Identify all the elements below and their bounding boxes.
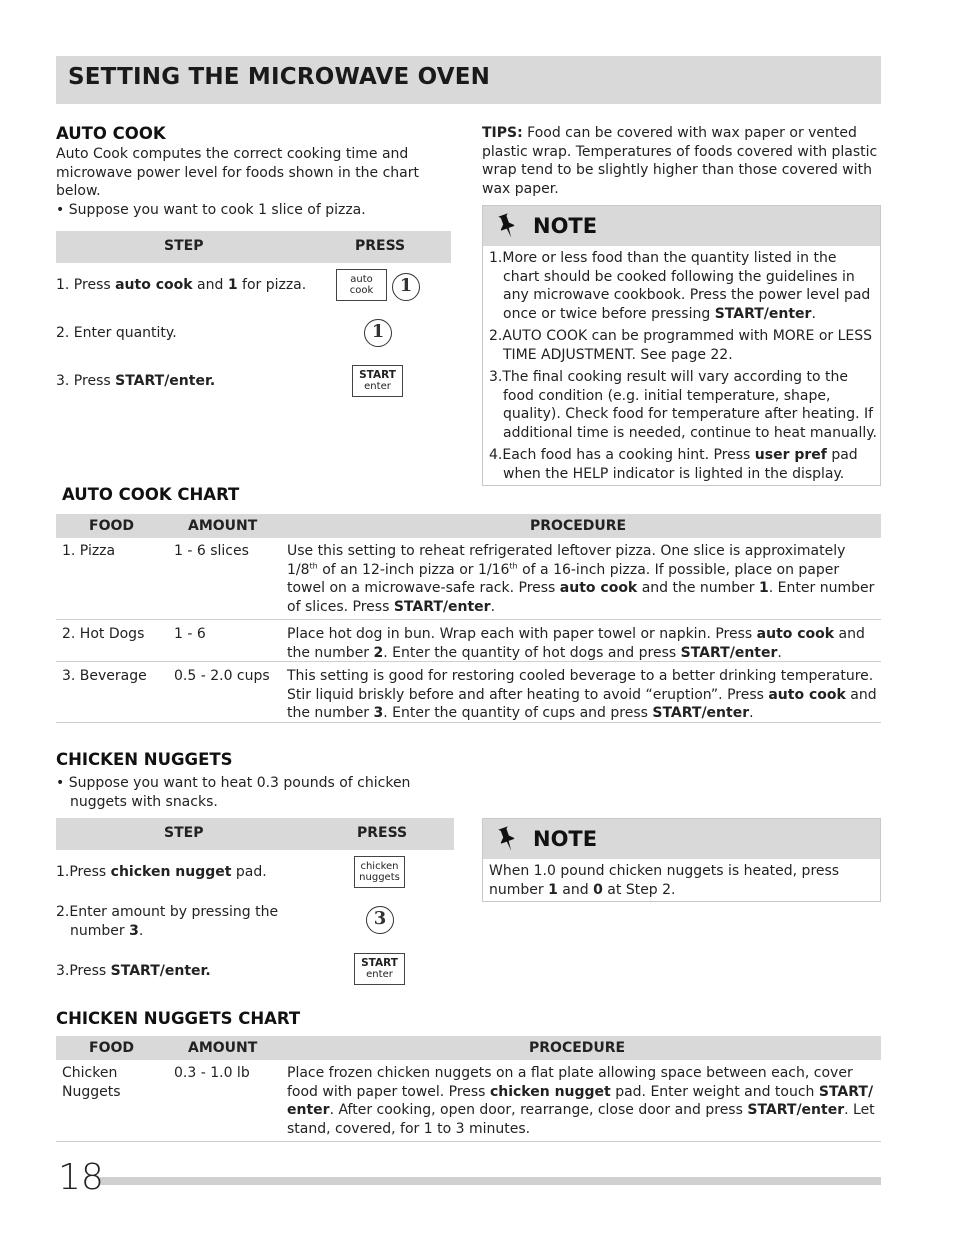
auto-cook-step-2: 2. Enter quantity. bbox=[56, 325, 177, 341]
amount-cell: 1 - 6 slices bbox=[174, 543, 249, 559]
procedure-header: PROCEDURE bbox=[530, 518, 627, 534]
chicken-nuggets-step-table bbox=[56, 818, 454, 993]
chicken-nuggets-chart-heading: CHICKEN NUGGETS CHART bbox=[56, 1009, 301, 1028]
nuggets-step-2: 2.Enter amount by pressing the number 3. bbox=[56, 904, 279, 939]
number-1-key[interactable]: 1 bbox=[392, 273, 420, 301]
auto-cook-step-table bbox=[56, 231, 451, 406]
chart-header bbox=[56, 1036, 881, 1060]
auto-cook-description: Auto Cook computes the correct cooking time and microwave power level for foods shown in the chart below. bbox=[56, 146, 420, 199]
table-row bbox=[56, 662, 881, 723]
procedure-cell: Place frozen chicken nuggets on a flat plate allowing space between each, cover food with paper towel. Press chicken nugget pad. Enter weight and touch START/ enter. After cooking, open door, rearrange, close door and press START/enter. Let stand, covered, for 1 to 3 minutes. bbox=[287, 1065, 875, 1137]
nuggets-step-3: 3.Press START/enter. bbox=[56, 963, 211, 979]
amount-cell: 0.3 - 1.0 lb bbox=[174, 1065, 250, 1081]
note-header bbox=[483, 819, 880, 859]
procedure-cell: This setting is good for restoring cooled beverage to a better drinking temperature. Stir liquid briskly before and after heating to avoid “eruption”. Press auto cook and the number 3. Enter the quantity of cups and press START/enter. bbox=[287, 668, 877, 721]
note-header bbox=[483, 206, 880, 246]
table-row bbox=[56, 538, 881, 620]
page-title: SETTING THE MICROWAVE OVEN bbox=[68, 64, 491, 90]
note-box-nuggets bbox=[482, 818, 881, 902]
note-item-2: 2.AUTO COOK can be programmed with MORE or LESS TIME ADJUSTMENT. See page 22. bbox=[489, 328, 873, 363]
number-3-key[interactable]: 3 bbox=[366, 906, 394, 934]
step-header: STEP bbox=[164, 238, 204, 254]
auto-cook-chart-heading: AUTO COOK CHART bbox=[62, 485, 240, 504]
auto-cook-bullet: • Suppose you want to cook 1 slice of pizza. bbox=[56, 202, 366, 218]
note-title: NOTE bbox=[533, 827, 598, 851]
table-row bbox=[56, 1060, 881, 1142]
step-header: STEP bbox=[164, 825, 204, 841]
procedure-cell: Place hot dog in bun. Wrap each with paper towel or napkin. Press auto cook and the number 2. Enter the quantity of hot dogs and press START/enter. bbox=[287, 626, 865, 661]
chicken-nuggets-heading: CHICKEN NUGGETS bbox=[56, 750, 233, 769]
start-enter-key[interactable]: START enter bbox=[352, 365, 403, 397]
number-1-key-quantity[interactable]: 1 bbox=[364, 319, 392, 347]
tips-text: TIPS: Food can be covered with wax paper or vented plastic wrap. Temperatures of foods covered with plastic wrap tend to be slightly higher than those covered with wax paper. bbox=[482, 125, 878, 197]
amount-header: AMOUNT bbox=[188, 1040, 258, 1056]
nuggets-step-1: 1.Press chicken nugget pad. bbox=[56, 864, 267, 880]
press-header: PRESS bbox=[355, 238, 406, 254]
food-header: FOOD bbox=[89, 1040, 134, 1056]
auto-cook-chart bbox=[56, 514, 881, 724]
page-number: 18 bbox=[58, 1157, 104, 1198]
chicken-nuggets-bullet: • Suppose you want to heat 0.3 pounds of chicken nuggets with snacks. bbox=[56, 775, 411, 810]
chart-header bbox=[56, 514, 881, 538]
note-item-4: 4.Each food has a cooking hint. Press user pref pad when the HELP indicator is lighted in the display. bbox=[489, 447, 858, 482]
press-header: PRESS bbox=[357, 825, 408, 841]
auto-cook-key[interactable]: auto cook bbox=[336, 269, 387, 301]
note-item-3: 3.The final cooking result will vary according to the food condition (e.g. initial temperature, shape, quality). Check food for temperature after heating. If additional time is needed, continue to heat manually. bbox=[489, 369, 877, 441]
chicken-nuggets-chart bbox=[56, 1036, 881, 1142]
auto-cook-step-1: 1. Press auto cook and 1 for pizza. bbox=[56, 277, 307, 293]
footer-bar bbox=[100, 1177, 881, 1185]
food-cell: Chicken Nuggets bbox=[62, 1065, 121, 1100]
chicken-nugget-key[interactable]: chicken nuggets bbox=[354, 856, 405, 888]
amount-header: AMOUNT bbox=[188, 518, 258, 534]
pushpin-icon bbox=[497, 212, 519, 246]
food-header: FOOD bbox=[89, 518, 134, 534]
food-cell: 2. Hot Dogs bbox=[62, 626, 145, 642]
note-title: NOTE bbox=[533, 214, 598, 238]
step-table-header bbox=[56, 231, 451, 263]
note-item-1: 1.More or less food than the quantity listed in the chart should be cooked following the guidelines in any microwave cookbook. Press the power level pad once or twice before pressing START/enter. bbox=[489, 250, 871, 322]
amount-cell: 1 - 6 bbox=[174, 626, 206, 642]
note-text: When 1.0 pound chicken nuggets is heated, press number 1 and 0 at Step 2. bbox=[489, 863, 840, 898]
step-table-header bbox=[56, 818, 454, 850]
amount-cell: 0.5 - 2.0 cups bbox=[174, 668, 270, 684]
pushpin-icon bbox=[497, 825, 519, 859]
food-cell: 1. Pizza bbox=[62, 543, 116, 559]
table-row bbox=[56, 620, 881, 662]
food-cell: 3. Beverage bbox=[62, 668, 147, 684]
auto-cook-step-3: 3. Press START/enter. bbox=[56, 373, 216, 389]
start-enter-key[interactable]: START enter bbox=[354, 953, 405, 985]
note-box-auto-cook bbox=[482, 205, 881, 486]
procedure-cell: Use this setting to reheat refrigerated leftover pizza. One slice is approximately 1/8th of an 12-inch pizza or 1/16th of a 16-inch pizza. If possible, place on paper towel on a microwave-safe rack. Press auto cook and the number 1. Enter number of slices. Press START/enter. bbox=[287, 543, 875, 615]
auto-cook-heading: AUTO COOK bbox=[56, 124, 166, 143]
procedure-header: PROCEDURE bbox=[529, 1040, 626, 1056]
title-bar bbox=[56, 56, 881, 104]
